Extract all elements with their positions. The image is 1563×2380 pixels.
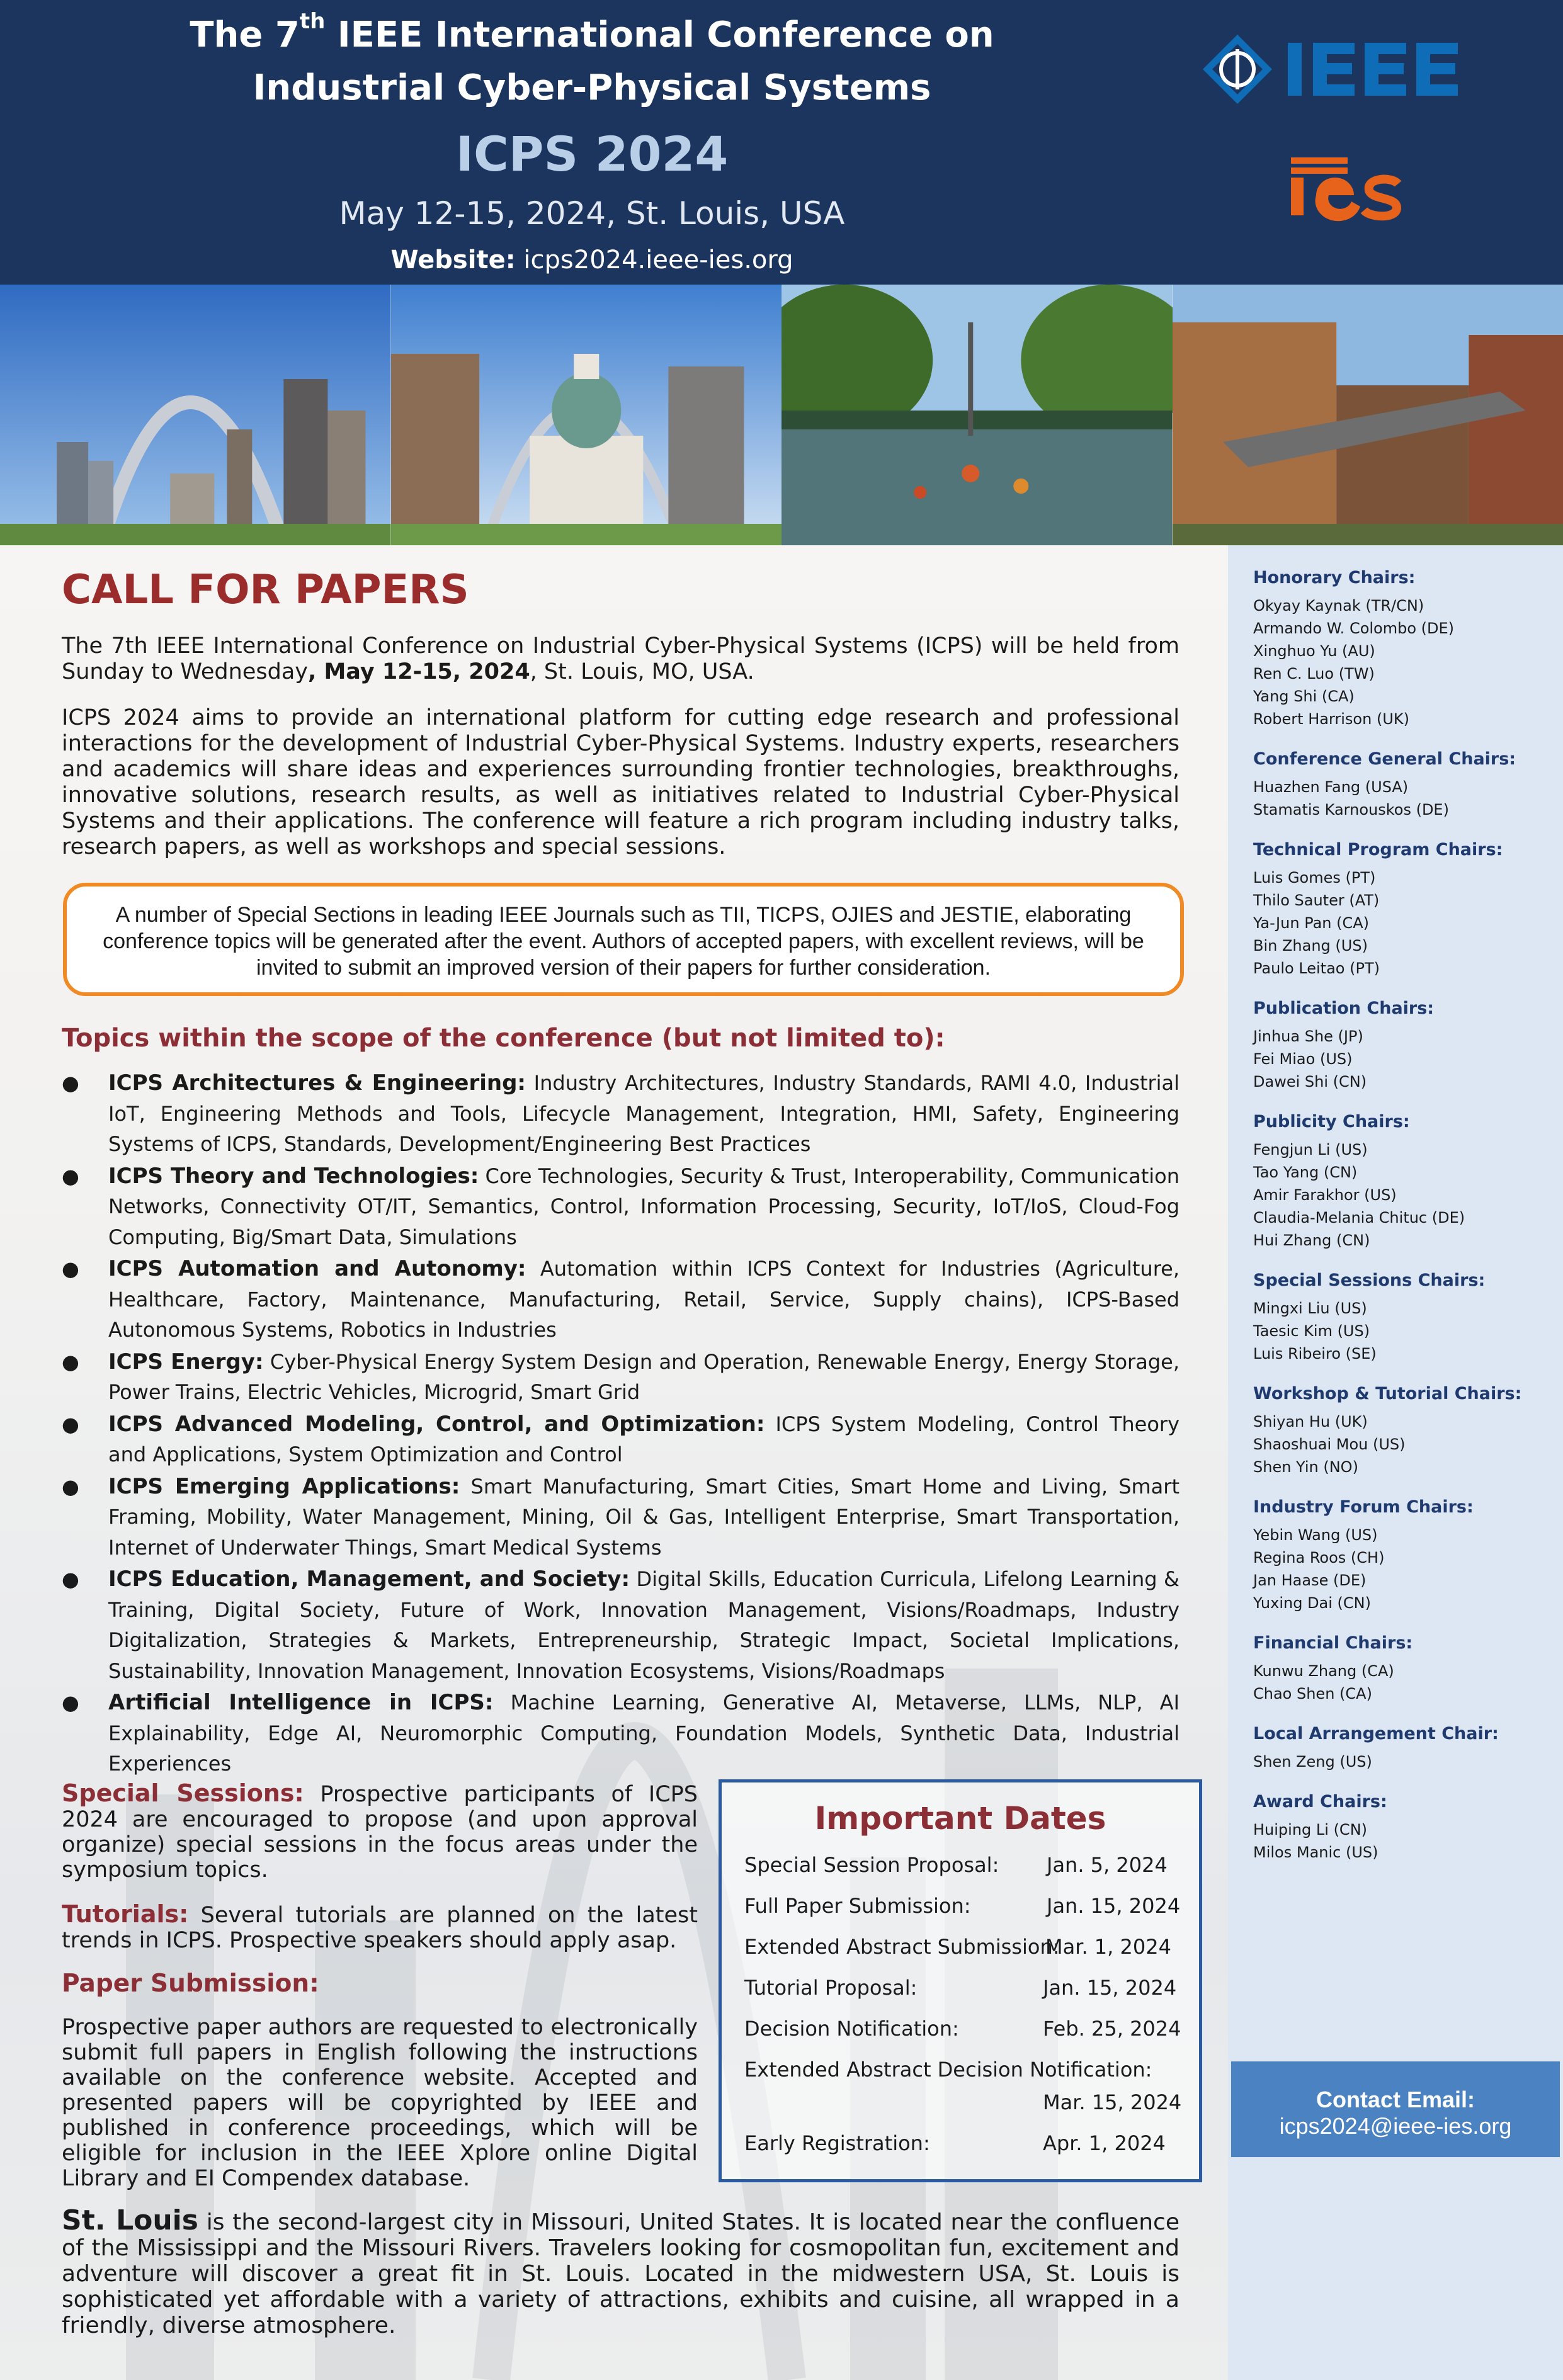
chair-group-workshop-tutorial	[1253, 1383, 1549, 1478]
chair-name: Luis Gomes (PT)	[1253, 869, 1376, 887]
topic-body: Industry Architectures, Industry Standards, RAMI 4.0, Industrial IoT, Engineering Methods and Tools, Lifecycle Management, Integration, HMI, Safety, Engineering Systems of ICPS, Standards, Development/Engineering Best Practices	[108, 1071, 1180, 1156]
title-line1-post: IEEE International Conference on	[325, 14, 994, 55]
topic-item	[62, 1347, 1179, 1408]
chair-name: Regina Roos (CH)	[1253, 1549, 1385, 1567]
topic-head: ICPS Automation and Autonomy:	[108, 1256, 526, 1281]
date-label: Special Session Proposal:	[744, 1853, 999, 1877]
photo-city-museum	[1173, 285, 1563, 545]
contact-email-address[interactable]: icps2024@ieee-ies.org	[1279, 2113, 1512, 2139]
topic-head: ICPS Energy:	[108, 1349, 264, 1374]
chair-name: Jan Haase (DE)	[1253, 1572, 1367, 1589]
topic-head: ICPS Theory and Technologies:	[108, 1163, 479, 1189]
date-value: Mar. 15, 2024	[1043, 2090, 1182, 2114]
date-label: Extended Abstract Submission:	[744, 1935, 1060, 1959]
aim-paragraph: ICPS 2024 aims to provide an international platform for cutting edge research and professional interactions for the development of Industrial Cyber-Physical Systems. Industry experts, researchers and academics will share ideas and experiences surrounding frontier technologies, breakthroughs, innovative solutions, research results, as well as initiatives related to Industrial Cyber-Physical Systems and their applications. The conference will feature a rich program including industry talks, research papers, as well as workshops and special sessions.	[62, 705, 1179, 859]
chair-group-title: Financial Chairs:	[1253, 1633, 1413, 1653]
chair-group-technical-program	[1253, 839, 1549, 980]
chairs-list	[1253, 567, 1549, 1881]
chair-name: Amir Farakhor (US)	[1253, 1186, 1397, 1204]
chair-group-title: Local Arrangement Chair:	[1253, 1724, 1499, 1743]
chair-name: Hui Zhang (CN)	[1253, 1232, 1370, 1249]
chair-name: Luis Ribeiro (SE)	[1253, 1345, 1377, 1363]
chair-name: Yuxing Dai (CN)	[1253, 1594, 1371, 1612]
topic-item	[62, 1471, 1179, 1563]
topic-head: Artificial Intelligence in ICPS:	[108, 1690, 494, 1715]
bullet-icon: ●	[62, 1691, 79, 1714]
website-label: Website:	[390, 246, 516, 275]
chair-name: Claudia-Melania Chituc (DE)	[1253, 1209, 1465, 1227]
chair-name: Jinhua She (JP)	[1253, 1028, 1363, 1045]
bullet-icon: ●	[62, 1567, 79, 1591]
st-louis-heading: St. Louis	[62, 2204, 198, 2236]
tutorials-heading: Tutorials:	[62, 1900, 189, 1928]
intro-paragraph	[62, 633, 1179, 685]
date-label: Tutorial Proposal:	[744, 1976, 918, 2000]
topics-title: Topics within the scope of the conference (but not limited to):	[62, 1024, 945, 1053]
call-for-papers-title: CALL FOR PAPERS	[62, 567, 469, 613]
bullet-icon: ●	[62, 1474, 79, 1499]
contact-email-box	[1231, 2061, 1560, 2157]
chair-group-special-sessions	[1253, 1269, 1549, 1365]
photo-gateway-arch-skyline	[0, 285, 391, 545]
topic-body: Smart Manufacturing, Smart Cities, Smart Home and Living, Smart Framing, Mobility, Water Management, Mining, Oil & Gas, Intelligent Enterprise, Smart Transportation, Internet of Underwater Things, Smart Medical Systems	[108, 1474, 1179, 1560]
special-sessions-text: Prospective participants of ICPS 2024 are encouraged to propose (and upon approval organize) special sessions in the focus areas under the symposium topics.	[62, 1782, 698, 1883]
chair-group-general	[1253, 748, 1549, 821]
chair-group-financial	[1253, 1632, 1549, 1705]
title-line2: Industrial Cyber-Physical Systems	[253, 67, 931, 108]
photo-garden-reflecting-pool	[782, 285, 1173, 545]
topic-item	[62, 1161, 1179, 1253]
st-louis-text: is the second-largest city in Missouri, United States. It is located near the confluence of the Mississippi and the Missouri Rivers. Travelers looking for cosmopolitan fun, excitement and adventure will discover a great fit in St. Louis. Located in the midwestern USA, St. Louis is sophisticated yet affordable with a variety of attractions, exhibits and cuisine, all wrapped in a friendly, diverse atmosphere.	[62, 2209, 1179, 2338]
topic-body: ICPS System Modeling, Control Theory and Applications, System Optimization and Control	[108, 1412, 1180, 1466]
chair-name: Tao Yang (CN)	[1253, 1164, 1358, 1181]
website-url[interactable]: icps2024.ieee-ies.org	[523, 246, 793, 275]
topic-head: ICPS Education, Management, and Society:	[108, 1567, 630, 1592]
important-dates-box	[719, 1779, 1202, 2182]
date-value: Apr. 1, 2024	[1043, 2131, 1166, 2155]
chair-group-title: Publicity Chairs:	[1253, 1112, 1410, 1131]
conference-dates-location: May 12-15, 2024, St. Louis, USA	[339, 195, 845, 232]
st-louis-paragraph	[62, 2204, 1179, 2338]
bullet-icon: ●	[62, 1349, 79, 1374]
bullet-icon: ●	[62, 1412, 79, 1436]
topic-body: Automation within ICPS Context for Industries (Agriculture, Healthcare, Factory, Maintenance, Manufacturing, Retail, Service, Supply chains), ICPS-Based Autonomous Systems, Robotics in Industries	[108, 1257, 1180, 1342]
chair-name: Huazhen Fang (USA)	[1253, 778, 1409, 796]
chair-name: Fei Miao (US)	[1253, 1050, 1353, 1068]
chair-name: Chao Shen (CA)	[1253, 1685, 1372, 1703]
topic-body: Machine Learning, Generative AI, Metaverse, LLMs, NLP, AI Explainability, Edge AI, Neuromorphic Computing, Foundation Models, Synthetic Data, Industrial Experiences	[108, 1691, 1179, 1776]
conference-acronym: ICPS 2024	[455, 126, 729, 182]
date-value: Jan. 15, 2024	[1043, 1976, 1177, 2000]
photo-old-courthouse	[391, 285, 782, 545]
chair-name: Stamatis Karnouskos (DE)	[1253, 801, 1449, 819]
topic-item	[62, 1409, 1179, 1470]
chair-name: Shen Zeng (US)	[1253, 1753, 1372, 1771]
chair-name: Xinghuo Yu (AU)	[1253, 642, 1375, 660]
special-sessions-heading: Special Sessions:	[62, 1779, 304, 1807]
chair-group-award	[1253, 1791, 1549, 1864]
chair-name: Mingxi Liu (US)	[1253, 1300, 1367, 1317]
chair-name: Yebin Wang (US)	[1253, 1526, 1378, 1544]
chair-name: Okyay Kaynak (TR/CN)	[1253, 597, 1424, 615]
chair-group-honorary	[1253, 567, 1549, 730]
ies-logo	[1285, 151, 1411, 227]
topic-head: ICPS Architectures & Engineering:	[108, 1070, 526, 1096]
topic-head: ICPS Emerging Applications:	[108, 1473, 460, 1499]
chair-name: Dawei Shi (CN)	[1253, 1073, 1367, 1091]
chair-group-publicity	[1253, 1111, 1549, 1252]
chair-group-industry-forum	[1253, 1496, 1549, 1614]
bullet-icon: ●	[62, 1071, 79, 1095]
chair-name: Shaoshuai Mou (US)	[1253, 1436, 1406, 1453]
chair-name: Shiyan Hu (UK)	[1253, 1413, 1368, 1431]
intro-location: , St. Louis, MO, USA.	[530, 659, 754, 684]
chair-name: Milos Manic (US)	[1253, 1844, 1378, 1861]
header-banner	[0, 0, 1563, 285]
date-value: Mar. 1, 2024	[1045, 1935, 1171, 1959]
photo-strip	[0, 285, 1563, 545]
chair-name: Taesic Kim (US)	[1253, 1322, 1370, 1340]
special-sessions-block	[62, 1781, 698, 1883]
topic-head: ICPS Advanced Modeling, Control, and Optimization:	[108, 1411, 765, 1437]
topics-list	[62, 1068, 1179, 1781]
conference-title	[0, 9, 1184, 115]
title-superscript: th	[299, 9, 326, 34]
chair-name: Ya-Jun Pan (CA)	[1253, 914, 1370, 932]
topic-item	[62, 1687, 1179, 1779]
intro-text: The 7th IEEE International Conference on Industrial Cyber-Physical Systems (ICPS) will be held from Sunday to Wednesday	[62, 633, 1179, 684]
chair-group-title: Award Chairs:	[1253, 1792, 1387, 1811]
topic-body: Digital Skills, Education Curricula, Lifelong Learning & Training, Digital Society, Future of Work, Innovation Management, Visions/Roadmaps, Industry Digitalization, Strategies & Markets, Entrepreneurship, Strategic Impact, Societal Implications, Sustainability, Innovation Management, Innovation Ecosystems, Visions/Roadmaps	[108, 1567, 1180, 1683]
chair-group-publication	[1253, 997, 1549, 1093]
chair-name: Armando W. Colombo (DE)	[1253, 620, 1455, 637]
ieee-logo	[1200, 31, 1477, 113]
chair-group-local-arrangement	[1253, 1723, 1549, 1773]
bullet-icon: ●	[62, 1164, 79, 1188]
chair-group-title: Technical Program Chairs:	[1253, 840, 1503, 859]
title-line1-pre: The 7	[190, 14, 300, 55]
chair-group-title: Industry Forum Chairs:	[1253, 1497, 1474, 1517]
tutorials-block	[62, 1901, 698, 1953]
date-label: Early Registration:	[744, 2131, 930, 2155]
date-label: Full Paper Submission:	[744, 1894, 971, 1918]
chair-name: Ren C. Luo (TW)	[1253, 665, 1375, 683]
chair-group-title: Workshop & Tutorial Chairs:	[1253, 1384, 1522, 1403]
chair-group-title: Conference General Chairs:	[1253, 749, 1516, 769]
contact-email-label: Contact Email:	[1316, 2087, 1475, 2112]
chair-name: Thilo Sauter (AT)	[1253, 892, 1380, 909]
chair-name: Yang Shi (CA)	[1253, 688, 1355, 705]
chair-group-title: Honorary Chairs:	[1253, 568, 1416, 587]
tutorials-text: Several tutorials are planned on the latest trends in ICPS. Prospective speakers should apply asap.	[62, 1903, 698, 1953]
date-value: Jan. 5, 2024	[1047, 1853, 1168, 1877]
special-sections-notice: A number of Special Sections in leading IEEE Journals such as TII, TICPS, OJIES and JESTIE, elaborating conference topics will be generated after the event. Authors of accepted papers, with excellent reviews, will be invited to submit an improved version of their papers for further consideration.	[63, 883, 1184, 996]
topic-item	[62, 1068, 1179, 1160]
topic-item	[62, 1254, 1179, 1346]
date-value: Jan. 15, 2024	[1047, 1894, 1181, 1918]
bullet-icon: ●	[62, 1257, 79, 1281]
important-dates-title: Important Dates	[814, 1800, 1106, 1837]
chair-name: Kunwu Zhang (CA)	[1253, 1662, 1394, 1680]
topic-body: Core Technologies, Security & Trust, Interoperability, Communication Networks, Connectivity OT/IT, Semantics, Control, Information Processing, Security, IoT/IoS, Cloud-Fog Computing, Big/Smart Data, Simulations	[108, 1164, 1180, 1249]
chair-name: Fengjun Li (US)	[1253, 1141, 1368, 1159]
topic-body: Cyber-Physical Energy System Design and Operation, Renewable Energy, Energy Storage, Power Trains, Electric Vehicles, Microgrid, Smart Grid	[108, 1349, 1179, 1404]
topic-item	[62, 1564, 1179, 1686]
chair-group-title: Special Sessions Chairs:	[1253, 1271, 1486, 1290]
chair-name: Huiping Li (CN)	[1253, 1821, 1368, 1839]
chair-name: Shen Yin (NO)	[1253, 1458, 1358, 1476]
date-value: Feb. 25, 2024	[1043, 2017, 1181, 2041]
chair-name: Paulo Leitao (PT)	[1253, 960, 1380, 977]
date-label: Extended Abstract Decision Notification:	[744, 2058, 1152, 2082]
paper-submission-heading: Paper Submission:	[62, 1969, 319, 1998]
intro-dates-bold: , May 12-15, 2024	[307, 659, 530, 684]
chair-name: Robert Harrison (UK)	[1253, 710, 1409, 728]
chair-name: Bin Zhang (US)	[1253, 937, 1368, 955]
conference-website	[0, 246, 1184, 275]
paper-submission-text: Prospective paper authors are requested to electronically submit full papers in English following the instructions available on the conference website. Accepted and presented papers will be copyrighted by IEEE and published in conference proceedings, which will be eligible for inclusion in the IEEE Xplore online Digital Library and EI Compendex database.	[62, 2015, 698, 2191]
chair-group-title: Publication Chairs:	[1253, 999, 1435, 1018]
date-label: Decision Notification:	[744, 2017, 959, 2041]
